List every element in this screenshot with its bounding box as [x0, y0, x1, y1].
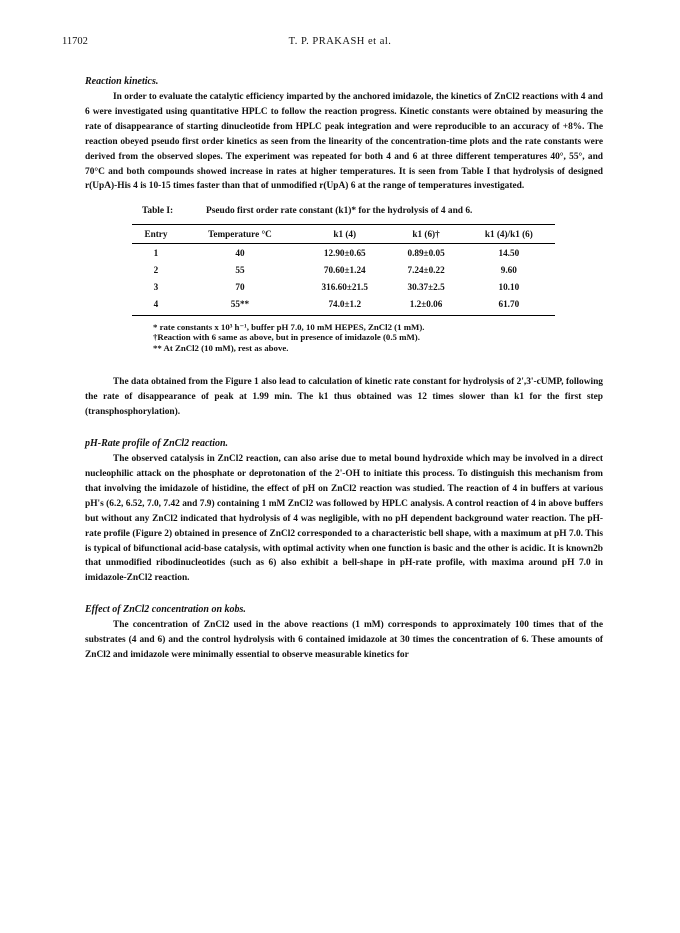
table-row: [132, 278, 555, 295]
table-footnotes: [153, 322, 603, 354]
table-caption-text: Pseudo first order rate constant (k1)* for the hydrolysis of 4 and 6.: [206, 206, 473, 217]
rate-constant-table: [132, 224, 555, 316]
table-row: [132, 261, 555, 278]
table-cell: 0.89±0.05: [407, 247, 445, 258]
section-heading-reaction-kinetics: Reaction kinetics.: [85, 76, 159, 87]
table-cell: 30.37±2.5: [407, 281, 445, 292]
table-cell: 40: [235, 247, 245, 258]
running-header-authors: T. P. PRAKASH et al.: [288, 36, 392, 47]
section-heading-ph-rate-profile: pH-Rate profile of ZnCl2 reaction.: [85, 438, 229, 450]
table-footnote: ** At ZnCl2 (10 mM), rest as above.: [153, 342, 289, 353]
section-heading-zncl2-concentration: Effect of ZnCl2 concentration on kobs.: [85, 604, 246, 616]
table-cell: 70: [235, 281, 245, 292]
table-caption: [142, 206, 603, 216]
table-row: [132, 295, 555, 315]
paragraph-cump-hydrolysis: The data obtained from the Figure 1 also lead to calculation of kinetic rate constant for hydrolysis of 2',3'-cUMP, following the rate of disappearance of peak at 1.99 min. The k1 thus obtained was 12 times slower than k1 for the first step (transphosphorylation).: [85, 377, 603, 418]
table-header-cell: k1 (6)†: [389, 225, 462, 244]
table-cell: 1: [153, 247, 159, 258]
table-header-cell: Entry: [132, 225, 180, 244]
table-cell: 70.60±1.24: [323, 264, 366, 275]
table-row: [132, 244, 555, 262]
table-footnote: * rate constants x 10³ h⁻¹, buffer pH 7.0, 10 mM HEPES, ZnCl2 (1 mM).: [153, 321, 425, 332]
paragraph-ph-rate-profile: The observed catalysis in ZnCl2 reaction, can also arise due to metal bound hydroxide which may be involved in a direct nucleophilic attack on the phosphate or deprotonation of the 2'-OH to initiate this process. To distinguish this mechanism from that involving the imidazole of histidine, the effect of pH on ZnCl2 reaction was studied. The reaction of 4 in buffers at various pH's (6.2, 6.52, 7.0, 7.42 and 7.9) containing 1 mM ZnCl2 was followed by HPLC analysis. A control reaction of 4 in above buffers but without any ZnCl2 indicated that hydrolysis of 4 was negligible, with no pH dependent background water reaction. The pH-rate profile (Figure 2) obtained in presence of ZnCl2 corresponded to a characteristic bell shape, with a maximum at pH 7.0. This is typical of bifunctional acid-base catalysis, with optimal activity when one function is basic and the other is acidic. It is known2b that unmodified ribodinucleotides (such as 6) also exhibit a bell-shape in pH-rate profile, with maxima around pH 7.0 in imidazole-ZnCl2 reaction.: [85, 454, 603, 584]
table-cell: 12.90±0.65: [323, 247, 366, 258]
table-header-cell: k1 (4)/k1 (6): [463, 225, 555, 244]
table-cell: 4: [132, 295, 180, 315]
paragraph-zncl2-concentration: The concentration of ZnCl2 used in the above reactions (1 mM) corresponds to approximately 100 times that of the substrates (4 and 6) and the control hydrolysis with 6 contained imidazole at 30 times the concentration of 6. These amounts of ZnCl2 and imidazole were minimally essential to observe measurable kinetics for: [85, 620, 603, 661]
table-header-row: [132, 225, 555, 244]
page-content: [85, 76, 603, 663]
table-cell: 55: [235, 264, 245, 275]
table-cell: 10.10: [498, 281, 520, 292]
page-number: 11702: [62, 36, 88, 47]
table-cell: 14.50: [498, 247, 520, 258]
table-cell: 9.60: [500, 264, 517, 275]
table-cell: 2: [153, 264, 159, 275]
table-header-cell: k1 (4): [300, 225, 389, 244]
table-cell: 61.70: [463, 295, 555, 315]
table-header-cell: Temperature °C: [180, 225, 300, 244]
table-cell: 1.2±0.06: [389, 295, 462, 315]
paragraph-reaction-kinetics: In order to evaluate the catalytic efficiency imparted by the anchored imidazole, the kinetics of ZnCl2 reactions with 4 and 6 were investigated using quantitative HPLC to follow the reaction progress. Kinetic constants were obtained by measuring the rate of disappearance of starting dinucleotide from HPLC peak integration and were reproducible to an accuracy of +8%. The reaction obeyed pseudo first order kinetics as seen from the linearity of the concentration-time plots and the rate constants were derived from the observed slopes. The experiment was repeated for both 4 and 6 at three different temperatures 40°, 55°, and 70°C and both compounds showed increase in rates at higher temperatures. It is seen from Table I that hydrolysis of designed r(UpA)-His 4 is 10-15 times faster than that of unmodified r(UpA) 6 at the range of temperatures investigated.: [85, 92, 603, 192]
table-cell: 74.0±1.2: [300, 295, 389, 315]
table-cell: 316.60±21.5: [321, 281, 368, 292]
table-cell: 3: [153, 281, 159, 292]
table-label: Table I:: [142, 206, 174, 217]
table-footnote: †Reaction with 6 same as above, but in presence of imidazole (0.5 mM).: [153, 332, 420, 343]
table-cell: 7.24±0.22: [407, 264, 445, 275]
table-cell: 55**: [180, 295, 300, 315]
